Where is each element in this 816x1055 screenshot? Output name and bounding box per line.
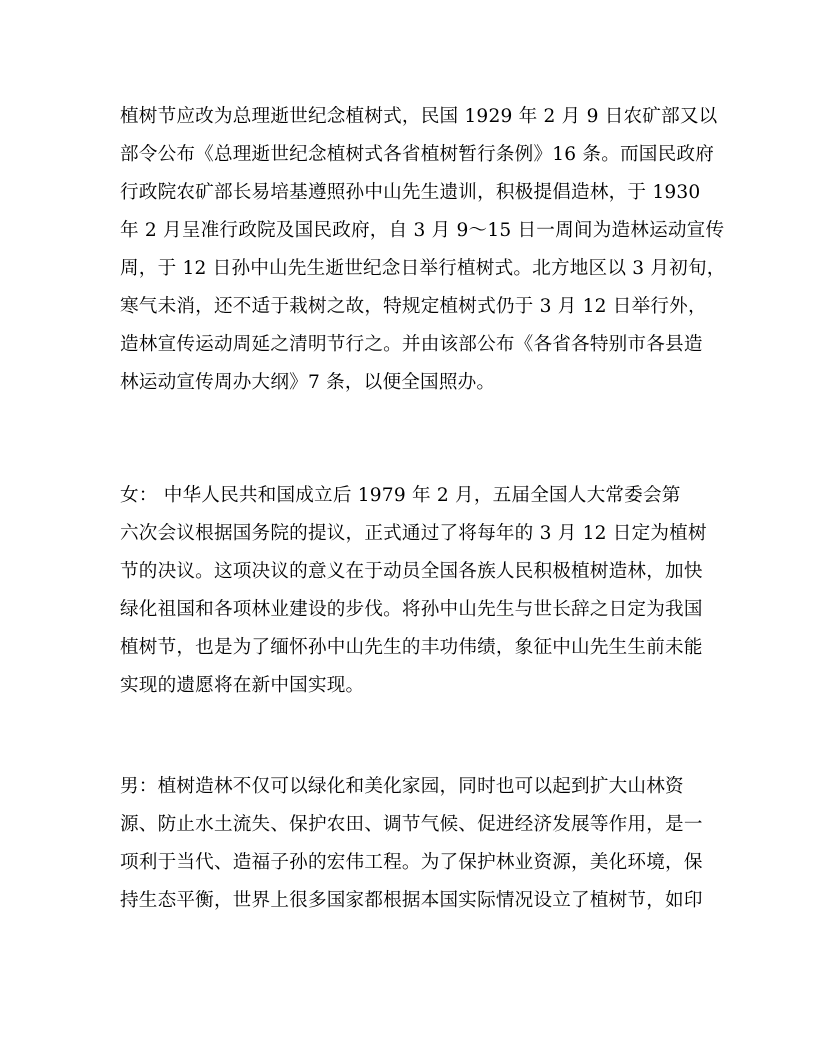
text-line: 寒气未消，还不适于栽树之故，特规定植树式仍于 3 月 12 日举行外， — [120, 296, 707, 317]
text-line: 植树节应改为总理逝世纪念植树式，民国 1929 年 2 月 9 日农矿部又以 — [120, 106, 718, 127]
text-line: 行政院农矿部长易培基遵照孙中山先生遗训，积极提倡造林，于 1930 — [120, 182, 701, 203]
text-line: 周，于 12 日孙中山先生逝世纪念日举行植树式。北方地区以 3 月初旬， — [120, 258, 726, 279]
text-line: 男：植树造林不仅可以绿化和美化家园，同时也可以起到扩大山林资 — [120, 776, 684, 797]
text-line: 女： 中华人民共和国成立后 1979 年 2 月，五届全国人大常委会第 — [120, 485, 681, 506]
text-line: 六次会议根据国务院的提议，正式通过了将每年的 3 月 12 日定为植树 — [120, 523, 707, 544]
text-line: 部令公布《总理逝世纪念植树式各省植树暂行条例》16 条。而国民政府 — [120, 144, 714, 165]
text-line: 实现的遗愿将在新中国实现。 — [120, 675, 365, 696]
text-line: 持生态平衡，世界上很多国家都根据本国实际情况设立了植树节，如印 — [120, 890, 703, 911]
text-line: 植树节，也是为了缅怀孙中山先生的丰功伟绩，象征中山先生生前未能 — [120, 637, 703, 658]
text-line: 节的决议。这项决议的意义在于动员全国各族人民积极植树造林，加快 — [120, 561, 703, 582]
text-line: 绿化祖国和各项林业建设的步伐。将孙中山先生与世长辞之日定为我国 — [120, 599, 703, 620]
text-line: 造林宣传运动周延之清明节行之。并由该部公布《各省各特别市各县造 — [120, 334, 703, 355]
text-line: 源、防止水土流失、保护农田、调节气候、促进经济发展等作用，是一 — [120, 814, 703, 835]
text-line: 项利于当代、造福子孙的宏伟工程。为了保护林业资源，美化环境，保 — [120, 852, 703, 873]
text-line: 林运动宣传周办大纲》7 条，以便全国照办。 — [120, 372, 496, 393]
text-line: 年 2 月呈准行政院及国民政府，自 3 月 9～15 日一周间为造林运动宣传 — [120, 220, 725, 241]
